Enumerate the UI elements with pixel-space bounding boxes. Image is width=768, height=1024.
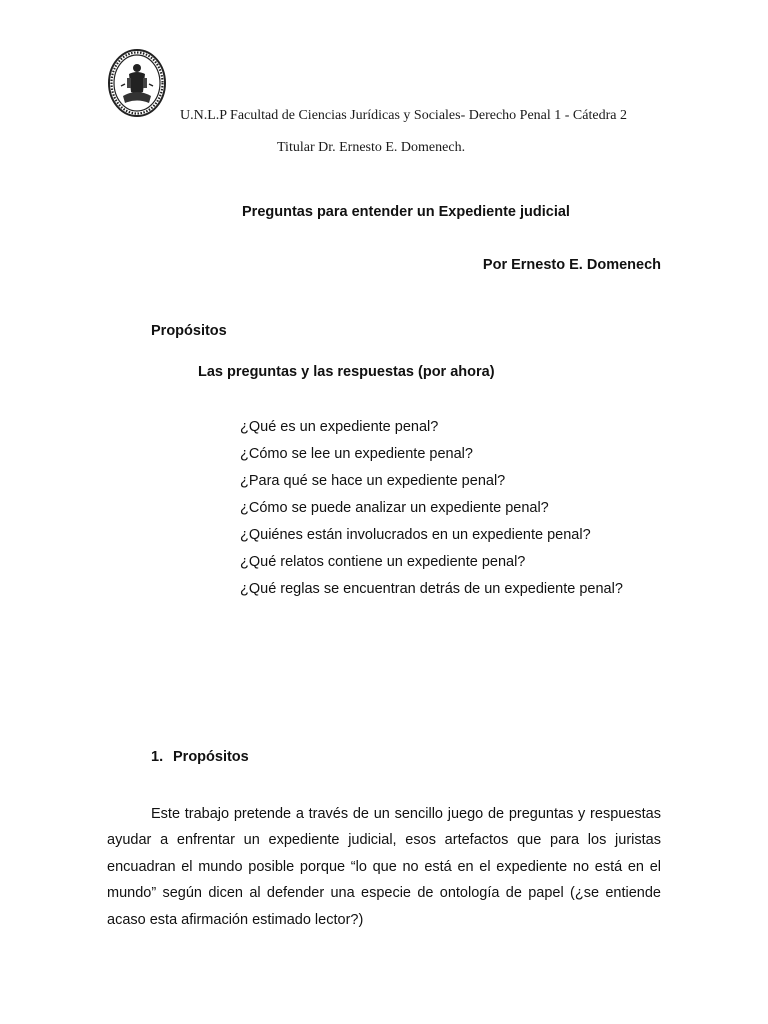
contents-subheading: Las preguntas y las respuestas (por ahora) <box>198 364 495 380</box>
body-paragraph: Este trabajo pretende a través de un sencillo juego de preguntas y respuestas ayudar a enfrentar un expediente judicial, esos artefactos que para los juristas encuadran el mundo posible porque “lo que no está en el expediente no está en el mundo” según dicen al defender una especie de ontología de papel (¿se entiende acaso esta afirmación estimado lector?) <box>107 805 661 928</box>
document-author: Por Ernesto E. Domenech <box>482 257 661 273</box>
list-item: ¿Qué es un expediente penal? <box>240 419 439 435</box>
list-item: ¿Cómo se lee un expediente penal? <box>240 446 473 462</box>
question-list <box>240 414 623 603</box>
institution-header: U.N.L.P Facultad de Ciencias Jurídicas y Sociales- Derecho Penal 1 - Cátedra 2 <box>180 108 627 123</box>
list-item: ¿Cómo se puede analizar un expediente penal? <box>240 500 549 516</box>
section-title: Propósitos <box>173 749 249 765</box>
titular-line: Titular Dr. Ernesto E. Domenech. <box>277 140 466 155</box>
section-number: 1. <box>151 749 164 765</box>
contents-heading: Propósitos <box>151 323 227 339</box>
list-item: ¿Para qué se hace un expediente penal? <box>240 473 506 489</box>
section-1-heading <box>151 749 249 765</box>
list-item: ¿Quiénes están involucrados en un expediente penal? <box>240 527 591 543</box>
university-seal-icon <box>107 48 167 118</box>
list-item: ¿Qué reglas se encuentran detrás de un expediente penal? <box>240 581 623 597</box>
document-title: Preguntas para entender un Expediente judicial <box>242 204 570 220</box>
list-item: ¿Qué relatos contiene un expediente penal? <box>240 554 526 570</box>
